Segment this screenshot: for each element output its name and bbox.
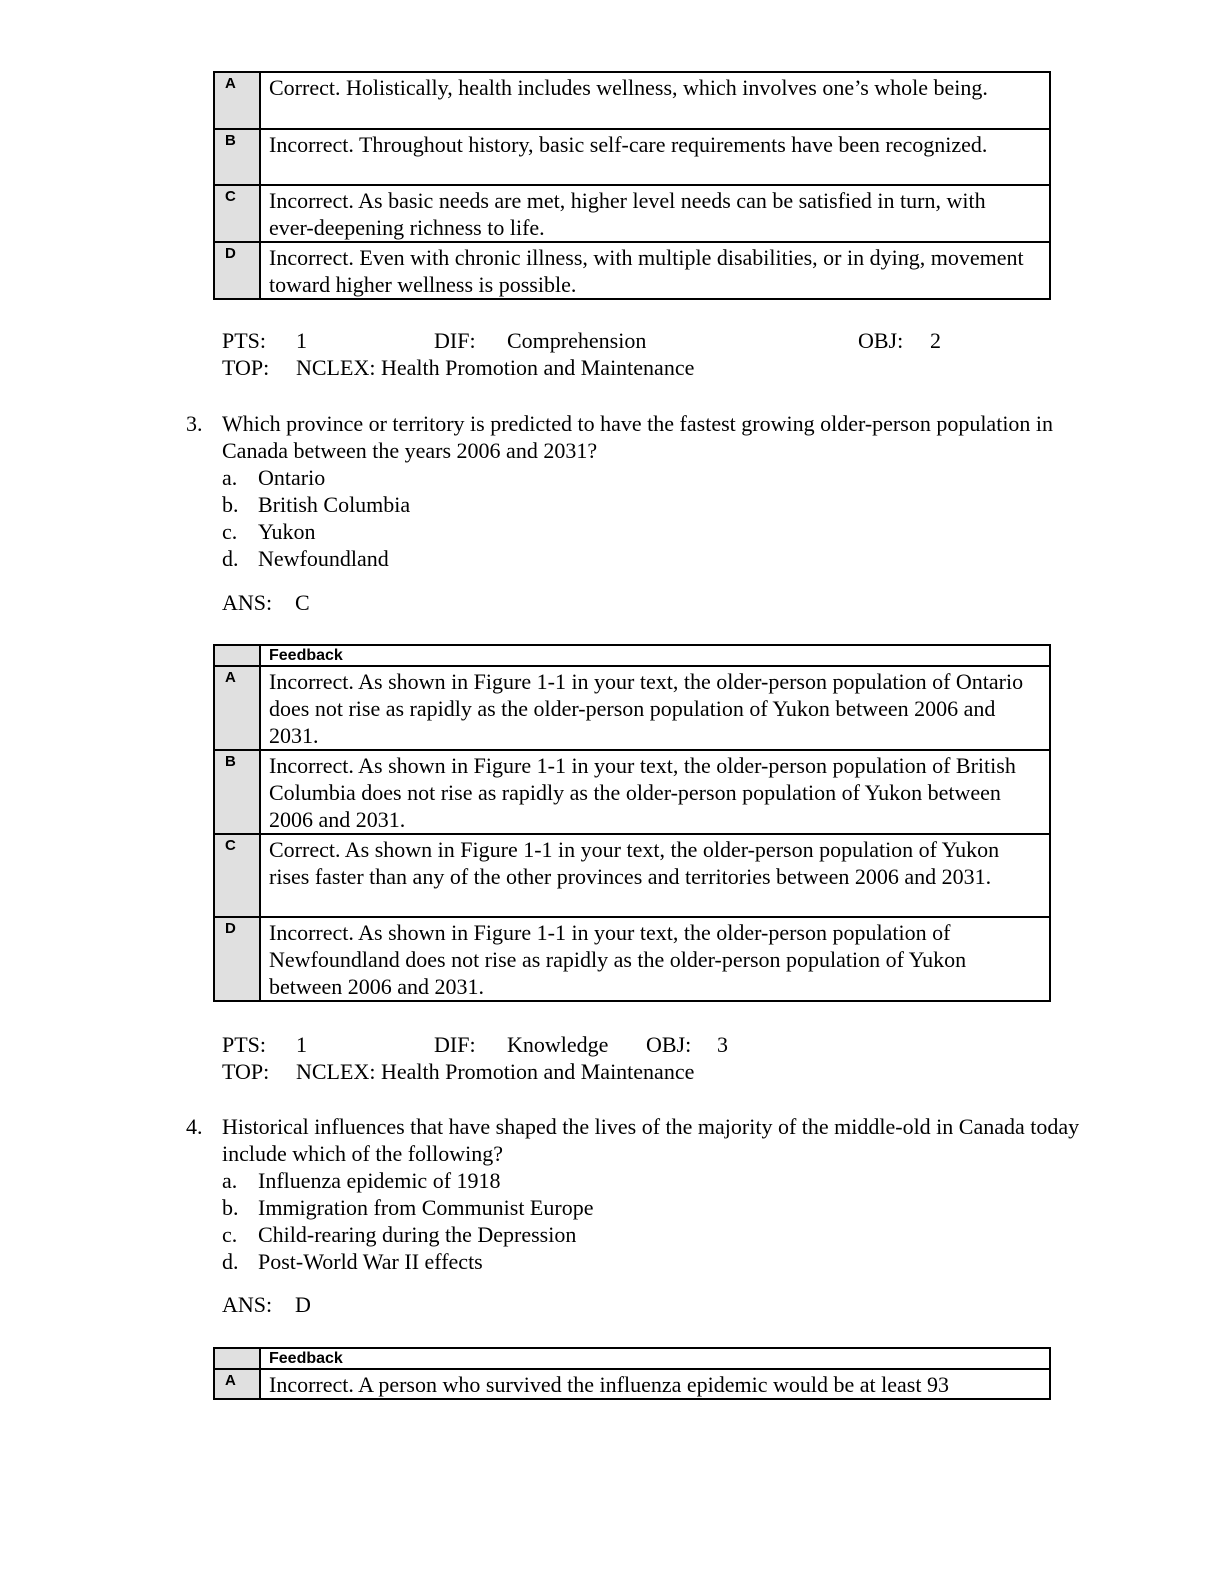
feedback-text: Correct. As shown in Figure 1-1 in your text, the older-person population of Yukon rises faster than any of the other provinces and territories between 2006 and 2031. — [260, 834, 1050, 917]
meta-top-value-q3: NCLEX: Health Promotion and Maintenance — [296, 1059, 695, 1084]
feedback-text: Incorrect. As shown in Figure 1-1 in your text, the older-person population of British Columbia does not rise as rapidly as the older-person population of Yukon between 2006 and 2031. — [260, 750, 1050, 834]
feedback-letter: A — [214, 666, 260, 750]
answer-q3 — [222, 590, 272, 616]
feedback-letter: B — [214, 129, 260, 185]
option-text: Immigration from Communist Europe — [258, 1195, 594, 1220]
feedback-letter: C — [214, 185, 260, 242]
option-text: Ontario — [258, 465, 326, 490]
option-text: British Columbia — [258, 492, 411, 517]
meta-obj-value-q3: 3 — [717, 1032, 728, 1057]
feedback-row — [214, 917, 1050, 1001]
feedback-row — [214, 1369, 1050, 1399]
option-item — [222, 518, 1116, 545]
feedback-row — [214, 72, 1050, 129]
feedback-row — [214, 750, 1050, 834]
feedback-row — [214, 129, 1050, 185]
answer-label-q4: ANS: — [222, 1292, 273, 1317]
option-item — [222, 464, 1116, 491]
option-item — [222, 545, 1116, 572]
meta-obj-label-q3: OBJ: — [646, 1032, 692, 1057]
option-item — [222, 1167, 1116, 1194]
feedback-letter: D — [214, 917, 260, 1001]
meta-top-label-q2: TOP: — [222, 355, 270, 380]
question-4 — [186, 1113, 1116, 1275]
feedback-header-row — [214, 1348, 1050, 1369]
option-text: Yukon — [258, 519, 316, 544]
feedback-table-q3 — [213, 644, 1051, 1002]
feedback-header-blank — [214, 645, 260, 666]
meta-dif-value-q3: Knowledge — [507, 1032, 609, 1057]
option-text: Influenza epidemic of 1918 — [258, 1168, 501, 1193]
meta-obj-label-q2: OBJ: — [858, 328, 904, 353]
option-letter: d. — [222, 1249, 239, 1274]
question-stem: Historical influences that have shaped the lives of the majority of the middle-old in Canada today include which of the following? — [222, 1114, 1080, 1166]
option-letter: a. — [222, 465, 238, 490]
answer-value-q4: D — [295, 1292, 311, 1317]
feedback-header-blank — [214, 1348, 260, 1369]
feedback-text: Incorrect. As basic needs are met, higher level needs can be satisfied in turn, with ever-deepening richness to life. — [260, 185, 1050, 242]
feedback-table-q4 — [213, 1347, 1051, 1400]
feedback-letter: A — [214, 1369, 260, 1399]
meta-pts-label-q3: PTS: — [222, 1032, 267, 1057]
option-text: Post-World War II effects — [258, 1249, 483, 1274]
feedback-text: Incorrect. As shown in Figure 1-1 in your text, the older-person population of Ontario does not rise as rapidly as the older-person population of Yukon between 2006 and 2031. — [260, 666, 1050, 750]
question-stem: Which province or territory is predicted to have the fastest growing older-person population in Canada between the years 2006 and 2031? — [222, 411, 1054, 463]
feedback-header: Feedback — [260, 645, 1050, 666]
meta-dif-value-q2: Comprehension — [507, 328, 647, 353]
option-item — [222, 1194, 1116, 1221]
meta-top-value-q2: NCLEX: Health Promotion and Maintenance — [296, 355, 695, 380]
feedback-row — [214, 834, 1050, 917]
feedback-letter: A — [214, 72, 260, 129]
meta-obj-value-q2: 2 — [930, 328, 941, 353]
question-3 — [186, 410, 1116, 572]
feedback-text: Incorrect. Throughout history, basic self-care requirements have been recognized. — [260, 129, 1050, 185]
feedback-letter: C — [214, 834, 260, 917]
meta-top-label-q3: TOP: — [222, 1059, 270, 1084]
answer-value-q3: C — [295, 590, 310, 615]
feedback-text: Correct. Holistically, health includes wellness, which involves one’s whole being. — [260, 72, 1050, 129]
option-letter: a. — [222, 1168, 238, 1193]
meta-pts-q2 — [222, 327, 266, 354]
meta-dif-label-q3: DIF: — [434, 1032, 476, 1057]
pts-label: PTS: — [222, 328, 267, 353]
feedback-text: Incorrect. A person who survived the influenza epidemic would be at least 93 — [260, 1369, 1050, 1399]
feedback-header-row — [214, 645, 1050, 666]
meta-dif-label-q2: DIF: — [434, 328, 476, 353]
feedback-letter: D — [214, 242, 260, 299]
feedback-header: Feedback — [260, 1348, 1050, 1369]
options-list — [222, 1167, 1116, 1275]
option-text: Newfoundland — [258, 546, 389, 571]
feedback-table-q2 — [213, 71, 1051, 300]
feedback-text: Incorrect. As shown in Figure 1-1 in your text, the older-person population of Newfoundland does not rise as rapidly as the older-person population of Yukon between 2006 and 2031. — [260, 917, 1050, 1001]
option-letter: c. — [222, 1222, 238, 1247]
option-letter: d. — [222, 546, 239, 571]
feedback-row — [214, 185, 1050, 242]
option-item — [222, 1221, 1116, 1248]
feedback-letter: B — [214, 750, 260, 834]
meta-pts-value-q3: 1 — [296, 1032, 307, 1057]
question-number: 3. — [186, 411, 203, 436]
answer-label: ANS: — [222, 590, 273, 615]
option-item — [222, 491, 1116, 518]
option-letter: c. — [222, 519, 238, 544]
meta-pts-value-q2: 1 — [296, 328, 307, 353]
option-text: Child-rearing during the Depression — [258, 1222, 577, 1247]
option-letter: b. — [222, 1195, 239, 1220]
feedback-row — [214, 242, 1050, 299]
option-item — [222, 1248, 1116, 1275]
question-number: 4. — [186, 1114, 203, 1139]
feedback-text: Incorrect. Even with chronic illness, with multiple disabilities, or in dying, movement toward higher wellness is possible. — [260, 242, 1050, 299]
feedback-row — [214, 666, 1050, 750]
option-letter: b. — [222, 492, 239, 517]
options-list — [222, 464, 1116, 572]
